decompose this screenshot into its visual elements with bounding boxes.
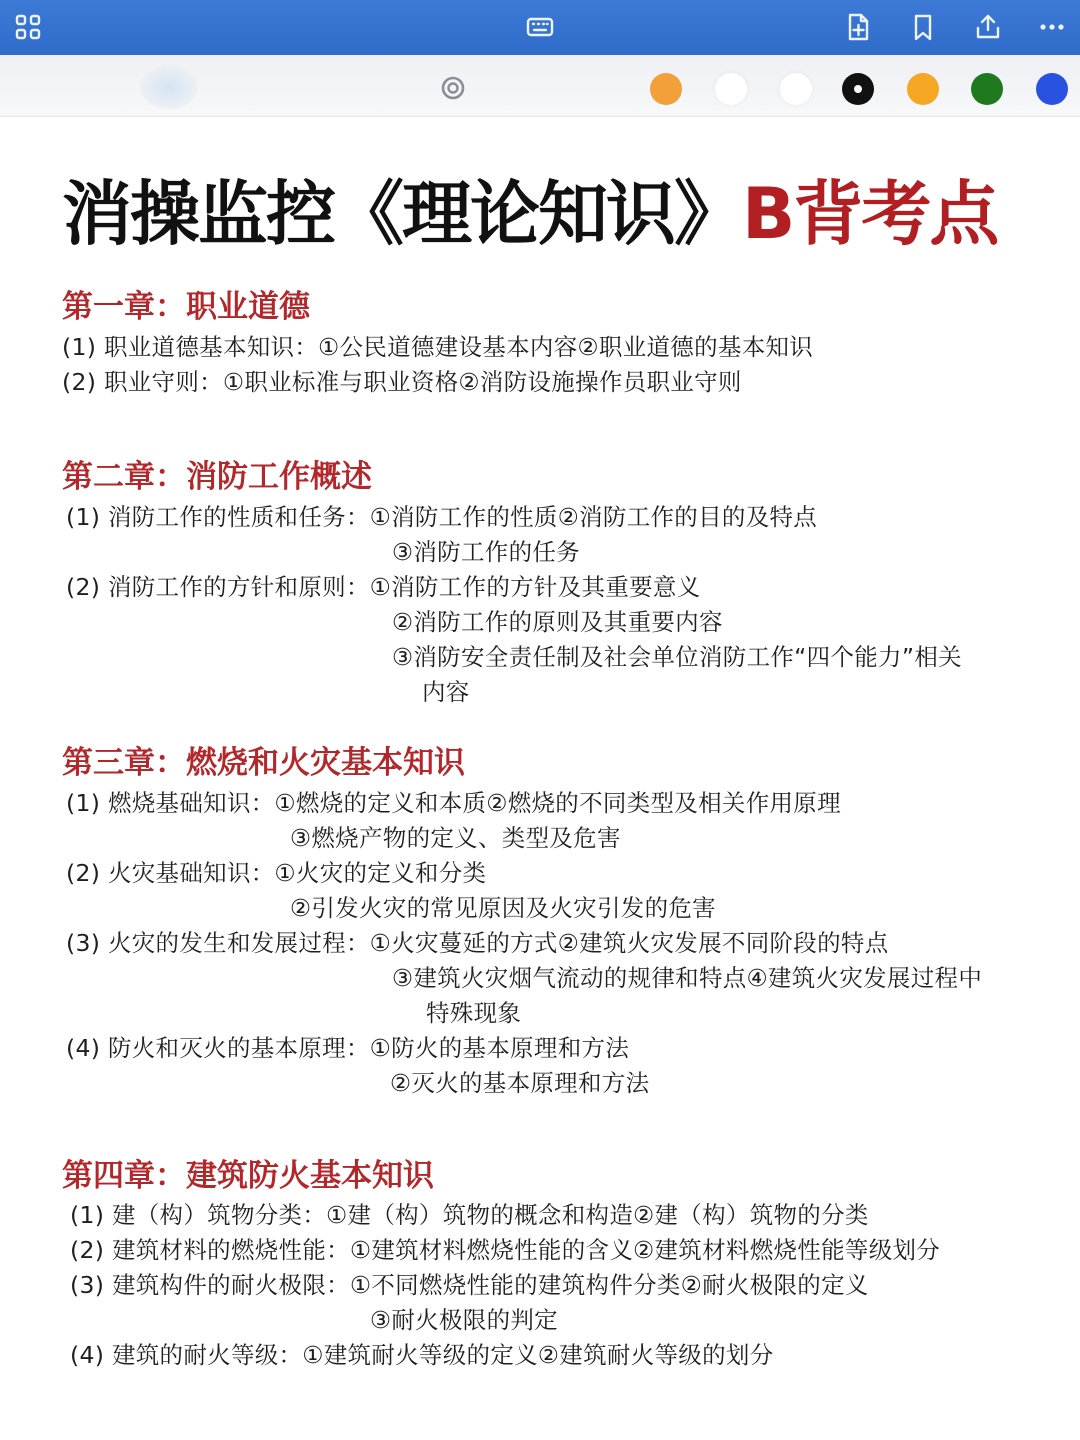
document-title-accent: B背考点 <box>742 173 998 255</box>
chapter-4-line: (3) 建筑构件的耐火极限：①不同燃烧性能的建筑构件分类②耐火极限的定义 <box>70 1271 869 1299</box>
pen-color-orange[interactable] <box>650 73 682 105</box>
chapter-2-line: ③消防安全责任制及社会单位消防工作“四个能力”相关 <box>392 643 962 671</box>
chapter-4-line: (4) 建筑的耐火等级：①建筑耐火等级的定义②建筑耐火等级的划分 <box>70 1341 774 1369</box>
document-title-main: 消操监控《理论知识》 <box>62 173 742 255</box>
keyboard-icon[interactable] <box>520 8 560 46</box>
chapter-2-line: 内容 <box>422 678 470 706</box>
chapter-1-line: (2) 职业守则：①职业标准与职业资格②消防设施操作员职业守则 <box>62 368 742 396</box>
chapter-3-line: (4) 防火和灭火的基本原理：①防火的基本原理和方法 <box>66 1034 630 1062</box>
app-top-bar <box>0 0 1080 55</box>
document-title <box>62 158 997 259</box>
chapter-1-heading: 第一章：职业道德 <box>62 289 310 325</box>
add-page-icon[interactable] <box>838 8 878 46</box>
chapter-3-line: ③燃烧产物的定义、类型及危害 <box>290 824 621 852</box>
chapter-3-line: ②灭火的基本原理和方法 <box>390 1069 650 1097</box>
pen-color-black[interactable] <box>842 73 874 105</box>
chapter-3-line: ③建筑火灾烟气流动的规律和特点④建筑火灾发展过程中 <box>392 964 983 992</box>
pen-color-white-2[interactable] <box>780 73 812 105</box>
chapter-3-line: (2) 火灾基础知识：①火灾的定义和分类 <box>66 859 487 887</box>
chapter-2-line: ③消防工作的任务 <box>392 538 580 566</box>
tool-pen-blurred[interactable] <box>140 65 198 109</box>
chapter-3-heading: 第三章：燃烧和火灾基本知识 <box>62 745 465 781</box>
pen-color-blue[interactable] <box>1036 73 1068 105</box>
chapter-4-line: (2) 建筑材料的燃烧性能：①建筑材料燃烧性能的含义②建筑材料燃烧性能等级划分 <box>70 1236 941 1264</box>
pen-color-yellow[interactable] <box>907 73 939 105</box>
chapter-3-line: ②引发火灾的常见原因及火灾引发的危害 <box>290 894 716 922</box>
chapter-1-line: (1) 职业道德基本知识：①公民道德建设基本内容②职业道德的基本知识 <box>62 333 814 361</box>
grid-icon[interactable] <box>8 8 48 46</box>
chapter-3-line: 特殊现象 <box>426 999 522 1027</box>
pen-color-white[interactable] <box>715 73 747 105</box>
chapter-2-line: (1) 消防工作的性质和任务：①消防工作的性质②消防工作的目的及特点 <box>66 503 818 531</box>
chapter-2-line: (2) 消防工作的方针和原则：①消防工作的方针及其重要意义 <box>66 573 701 601</box>
chapter-4-heading: 第四章：建筑防火基本知识 <box>62 1158 434 1194</box>
chapter-3-line: (3) 火灾的发生和发展过程：①火灾蔓延的方式②建筑火灾发展不同阶段的特点 <box>66 929 889 957</box>
more-icon[interactable] <box>1032 8 1072 46</box>
bookmark-icon[interactable] <box>903 8 943 46</box>
chapter-2-line: ②消防工作的原则及其重要内容 <box>392 608 723 636</box>
chapter-3-line: (1) 燃烧基础知识：①燃烧的定义和本质②燃烧的不同类型及相关作用原理 <box>66 789 841 817</box>
pen-color-green[interactable] <box>971 73 1003 105</box>
chapter-4-line: (1) 建（构）筑物分类：①建（构）筑物的概念和构造②建（构）筑物的分类 <box>70 1201 869 1229</box>
chapter-2-heading: 第二章：消防工作概述 <box>62 459 372 495</box>
lasso-icon[interactable] <box>438 73 468 103</box>
chapter-4-line: ③耐火极限的判定 <box>370 1306 558 1334</box>
share-icon[interactable] <box>968 8 1008 46</box>
